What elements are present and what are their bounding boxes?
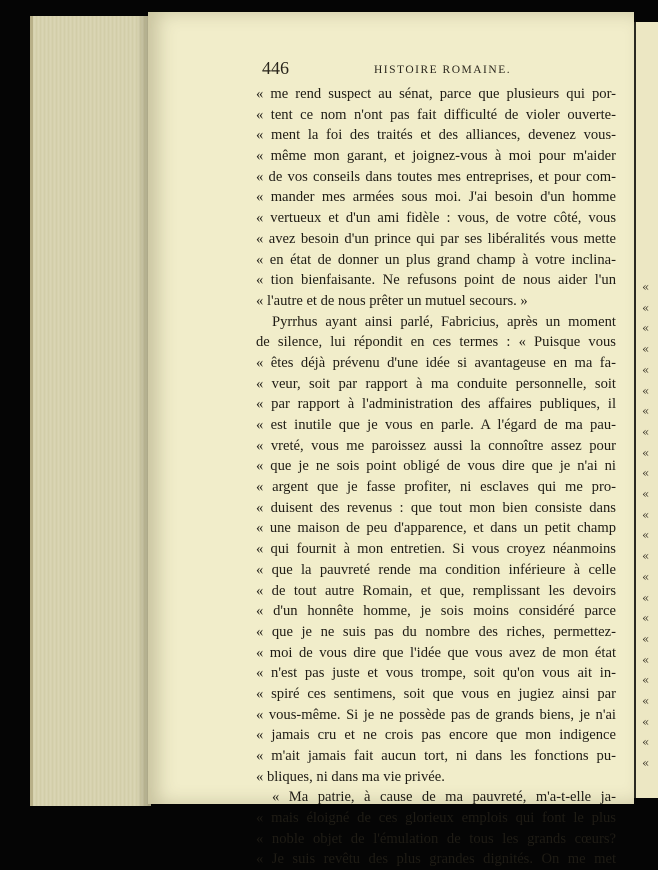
page-number: 446 [262, 58, 289, 78]
text-line: « Ma patrie, à cause de ma pauvreté, m'a-t-elle ja- [272, 789, 616, 806]
facing-page-quote-mark: « [642, 673, 650, 688]
text-line: Pyrrhus ayant ainsi parlé, Fabricius, après un moment [272, 313, 616, 330]
facing-page-quote-mark: « [642, 590, 650, 605]
text-line: « que je ne suis pas du nombre des riches, permettez- [256, 623, 616, 640]
text-line: « duisent des revenus : que tout mon bien consiste dans [256, 499, 616, 516]
running-head: HISTOIRE ROMAINE. [374, 64, 512, 76]
text-line: « noble objet de l'émulation de tous les grands cœurs? [256, 830, 616, 847]
text-line: « vreté, vous me paroissez aussi la connoître assez pour [256, 437, 616, 454]
text-line: « mais éloigné de ces glorieux emplois qui font le plus [256, 810, 616, 827]
facing-page-quote-mark: « [642, 300, 650, 315]
text-line: « l'autre et de nous prêter un mutuel secours. » [256, 292, 528, 309]
text-line: « êtes déjà prévenu d'une idée si avantageuse en ma fa- [256, 354, 616, 371]
facing-page-quote-mark: « [642, 611, 650, 626]
text-line: « veur, soit par rapport à ma conduite personnelle, soit [256, 375, 616, 392]
text-line: « vertueux et d'un ami fidèle : vous, de votre côté, vous [256, 210, 616, 227]
text-line: « même mon garant, et joignez-vous à moi pour m'aider [256, 148, 616, 165]
facing-page-quote-mark: « [642, 362, 650, 377]
facing-page-quote-mark: « [642, 321, 650, 336]
text-line: « spiré ces sentimens, soit que vous en jugiez ainsi par [256, 685, 616, 702]
facing-page-quote-mark: « [642, 507, 650, 522]
text-line: « me rend suspect au sénat, parce que plusieurs qui por- [256, 86, 616, 102]
facing-page-quote-mark: « [642, 445, 650, 460]
text-line: de silence, lui répondit en ces termes : « Puisque vous [256, 334, 616, 351]
text-line: « que je ne sois point obligé de vous dire que je n'ai ni [256, 458, 616, 475]
facing-page-quote-mark: « [642, 569, 650, 584]
text-line: « de vos conseils dans toutes mes entreprises, et pour com- [256, 168, 616, 185]
text-line: « Je suis revêtu des plus grandes dignités. On me met [256, 851, 616, 868]
text-line: « d'un honnête homme, je sois moins considéré parce [256, 603, 616, 620]
text-line: « est inutile que je vous en parle. A l'égard de ma pau- [256, 417, 616, 433]
text-line: « mander mes armées sous moi. J'ai besoin d'un homme [256, 189, 616, 206]
text-line: « ment la foi des traités et des alliances, devenez vous- [256, 127, 616, 144]
facing-page-quote-mark: « [642, 694, 650, 708]
facing-page-quote-mark: « [642, 549, 650, 564]
book-page-edges [30, 16, 151, 806]
facing-page-quote-mark: « [642, 280, 650, 294]
text-line: « bliques, ni dans ma vie privée. [256, 768, 445, 785]
text-line: « une maison de peu d'apparence, et dans un petit champ [256, 520, 616, 537]
text-line: « qui fournit à mon entretien. Si vous croyez néanmoins [256, 541, 616, 558]
facing-page-quote-mark: « [642, 652, 650, 667]
facing-page-quote-mark: « [642, 383, 650, 398]
facing-page-edge [634, 22, 658, 798]
text-line: « jamais cru et ne crois pas encore que mon indigence [256, 727, 616, 744]
facing-page-quote-mark: « [642, 424, 650, 439]
facing-page-quote-mark: « [642, 528, 650, 543]
text-line: « tent ce nom n'ont pas fait difficulté de violer ouverte- [256, 106, 616, 123]
facing-page-quote-mark: « [642, 735, 650, 750]
facing-page-quote-mark: « [642, 404, 650, 419]
page-header [262, 58, 612, 82]
text-line: « que la pauvreté rende ma condition inférieure à celle [256, 561, 616, 578]
text-line: « de tout autre Romain, et que, remplissant les devoirs [256, 582, 616, 599]
text-line: « n'est pas juste et vous trompe, soit qu'on vous ait in- [256, 665, 616, 682]
facing-page-quote-mark: « [642, 487, 650, 501]
text-line: « avez besoin d'un prince qui par ses libéralités vous mette [256, 230, 616, 247]
facing-page-quote-mark: « [642, 756, 650, 771]
text-line: « argent que je fasse profiter, ni esclaves qui me pro- [256, 479, 616, 496]
body-text [256, 84, 616, 870]
facing-page-quote-mark: « [642, 631, 650, 646]
text-line: « en état de donner un plus grand champ à votre inclina- [256, 251, 616, 268]
facing-page-quote-mark: « [642, 714, 650, 729]
text-line: « moi de vous dire que l'idée que vous avez de mon état [256, 644, 616, 661]
text-line: « tion bienfaisante. Ne refusons point de nous aider l'un [256, 272, 616, 289]
facing-page-quote-mark: « [642, 342, 650, 357]
facing-page-quote-mark: « [642, 466, 650, 481]
text-line: « par rapport à l'administration des affaires publiques, il [256, 396, 616, 413]
text-line: « vous-même. Si je ne possède pas de grands biens, je n'ai [256, 706, 616, 723]
text-line: « m'ait jamais fait aucun tort, ni dans les fonctions pu- [256, 748, 616, 764]
